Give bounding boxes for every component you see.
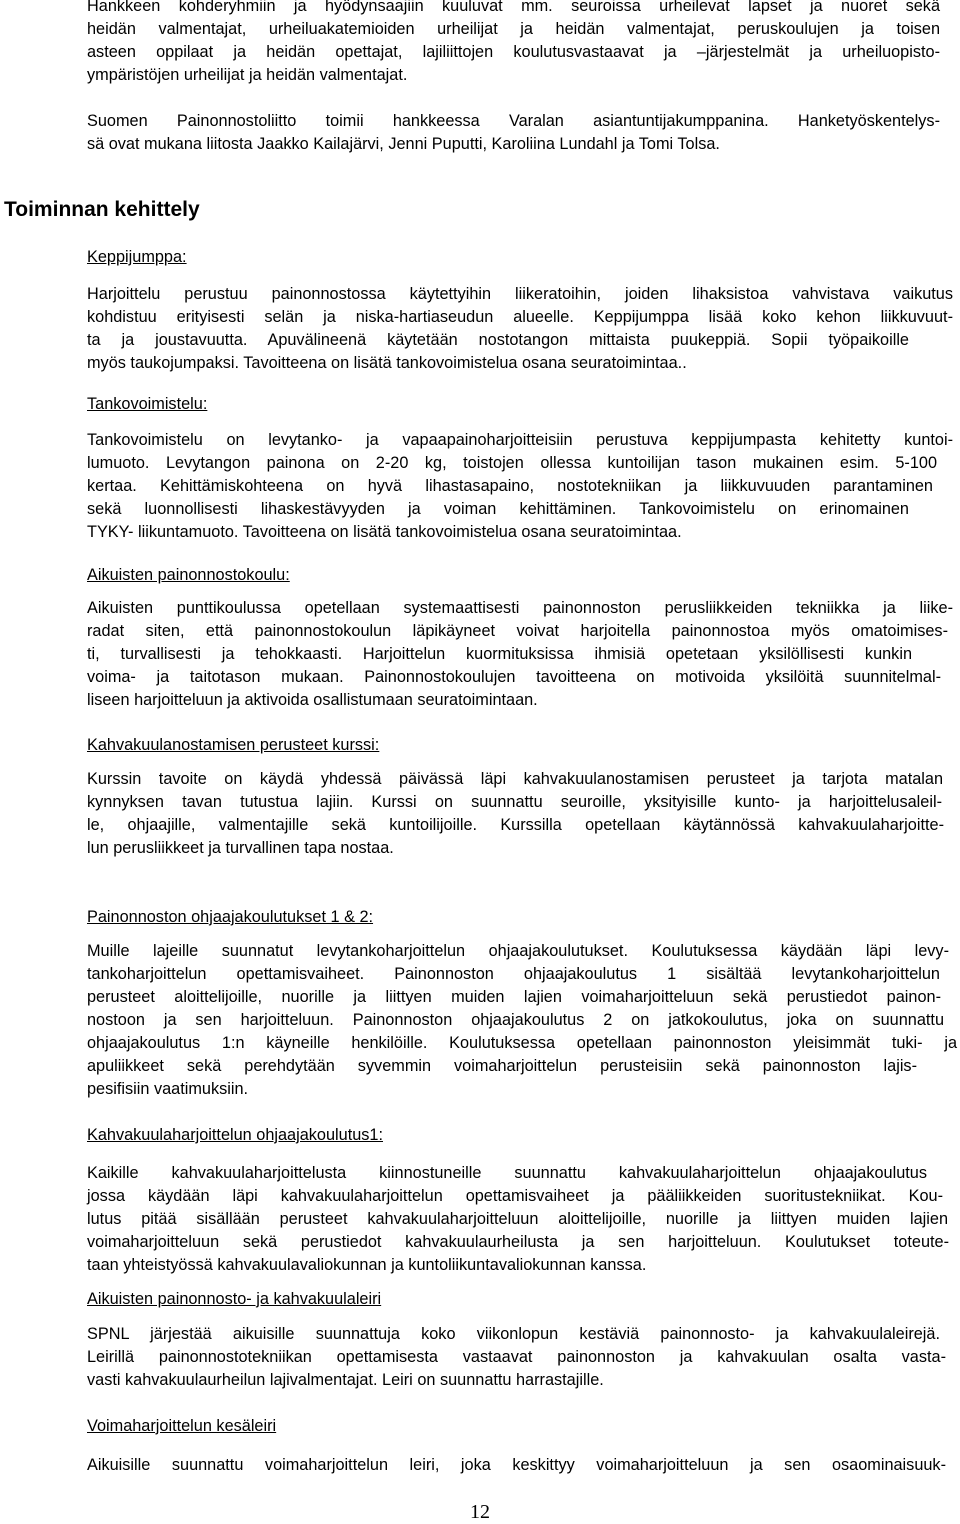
text-line: Tankovoimistelu on levytanko- ja vapaapainoharjoitteisiin perustuva keppijumpasta kehitetty kuntoi- [87,431,953,449]
text-line: ta ja joustavuutta. Apuvälineenä käytetään nostotangon mittaista puukeppiä. Sopii työpaikoille [87,331,909,349]
text-line: liseen harjoitteluun ja aktivoida osallistumaan seuratoimintaan. [87,691,538,709]
text-line: kohdistuu erityisesti selän ja niska-hartiaseudun alueelle. Keppijumppa lisää koko kehon liikkuvuut- [87,308,953,326]
text-line: TYKY- liikuntamuoto. Tavoitteena on lisätä tankovoimistelua osana seuratoimintaa. [87,523,682,541]
text-line: ympäristöjen urheilijat ja heidän valmentajat. [87,66,408,84]
text-line: asteen oppilaat ja heidän opettajat, lajiliittojen koulutusvastaavat ja –järjestelmät ja urheiluopisto- [87,43,940,61]
text-line: lun perusliikkeet ja turvallinen tapa nostaa. [87,839,394,857]
subheading-aikuisten-leiri: Aikuisten painonnosto- ja kahvakuulaleiri [87,1290,382,1308]
text-line: jossa käydään läpi kahvakuulaharjoittelun opettamisvaiheet ja pääliikkeiden suoritustekniikat. Kou- [87,1187,943,1205]
text-line: Leirillä painonnostotekniikan opettamisesta vastaavat painonnoston ja kahvakuulan osalta vasta- [87,1348,946,1366]
text-line: ohjaajakoulutus 1:n käyneille henkilöille. Koulutuksessa opetellaan painonnoston yleisimmät tuki- ja [87,1034,957,1052]
subheading-kahvakuulaharjoittelun-ohjaajakoulutus: Kahvakuulaharjoittelun ohjaajakoulutus1: [87,1126,383,1144]
text-line: Aikuisten punttikoulussa opetellaan systemaattisesti painonnoston perusliikkeiden tekniikka ja liike- [87,599,953,617]
subheading-kahvakuulanostamisen-perusteet: Kahvakuulanostamisen perusteet kurssi: [87,736,380,754]
text-line: Aikuisille suunnattu voimaharjoittelun leiri, joka keskittyy voimaharjoitteluun ja sen osaominaisuuk- [87,1456,946,1474]
text-line: sä ovat mukana liitosta Jaakko Kailajärvi, Jenni Puputti, Karoliina Lundahl ja Tomi Tolsa. [87,135,720,153]
text-line: pesifisiin vaatimuksiin. [87,1080,249,1098]
text-line: apuliikkeet sekä perehdytään syvemmin voimaharjoittelun perusteisiin sekä painonnoston lajis- [87,1057,917,1075]
text-line: Kurssin tavoite on käydä yhdessä päivässä läpi kahvakuulanostamisen perusteet ja tarjota matalan [87,770,943,788]
text-line: lumuoto. Levytangon painona on 2-20 kg, toistojen ollessa kuntoilijan tason mukainen esim. 5-100 [87,454,937,472]
text-line: perusteet aloittelijoille, nuorille ja liittyen muiden lajien voimaharjoitteluun sekä perustiedot painon- [87,988,941,1006]
text-line: ti, turvallisesti ja tehokkaasti. Harjoittelun kuormituksissa ihmisiä opetetaan yksilöllisesti kunkin [87,645,912,663]
text-line: vasti kahvakuulaurheilun lajivalmentajat. Leiri on suunnattu harrastajille. [87,1371,604,1389]
text-line: SPNL järjestää aikuisille suunnattuja koko viikonlopun kestäviä painonnosto- ja kahvakuulaleirejä. [87,1325,940,1343]
text-line: Suomen Painonnostoliitto toimii hankkeessa Varalan asiantuntijakumppanina. Hanketyöskentelys- [87,112,940,130]
text-line: taan yhteistyössä kahvakuulavaliokunnan ja kuntoliikuntavaliokunnan kanssa. [87,1256,647,1274]
text-line: lutus pitää sisällään perusteet kahvakuulaharjoitteluun aloittelijoille, nuorille ja liittyen muiden lajien [87,1210,948,1228]
text-line: voima- ja taitotason mukaan. Painonnostokoulujen tavoitteena on motivoida yksilöitä suunnitelmal- [87,668,941,686]
text-line: voimaharjoitteluun sekä perustiedot kahvakuulaurheilusta ja sen harjoitteluun. Koulutukset toteute- [87,1233,949,1251]
subheading-tankovoimistelu: Tankovoimistelu: [87,395,208,413]
page-number: 12 [470,1501,490,1523]
text-line: Hankkeen kohderyhmiin ja hyödynsaajiin kuuluvat mm. seuroissa urheilevat lapset ja nuoret sekä [87,0,940,15]
text-line: kertaa. Kehittämiskohteena on hyvä lihastasapaino, nostotekniikan ja liikkuvuuden parantaminen [87,477,933,495]
subheading-voimaharjoittelun-kesaleiri: Voimaharjoittelun kesäleiri [87,1417,277,1435]
subheading-keppijumppa: Keppijumppa: [87,248,187,266]
text-line: radat siten, että painonnostokoulun läpikäyneet voivat harjoitella painonnostoa myös omatoimises- [87,622,948,640]
subheading-aikuisten-painonnostokoulu: Aikuisten painonnostokoulu: [87,566,290,584]
text-line: le, ohjaajille, valmentajille sekä kuntoilijoille. Kurssilla opetellaan käytännössä kahvakuulaharjoitte- [87,816,944,834]
text-line: sekä luonnollisesti lihaskestävyyden ja voiman kehittäminen. Tankovoimistelu on erinomainen [87,500,909,518]
subheading-painonnoston-ohjaajakoulutukset: Painonnoston ohjaajakoulutukset 1 & 2: [87,908,374,926]
text-line: tankoharjoittelun opettamisvaiheet. Painonnoston ohjaajakoulutus 1 sisältää levytankoharjoittelun [87,965,940,983]
text-line: Kaikille kahvakuulaharjoittelusta kiinnostuneille suunnattu kahvakuulaharjoittelun ohjaajakoulutus [87,1164,927,1182]
section-title: Toiminnan kehittely [4,198,200,221]
text-line: heidän valmentajat, urheiluakatemioiden urheilijat ja heidän valmentajat, peruskoulujen ja toisen [87,20,940,38]
text-line: nostoon ja sen harjoitteluun. Painonnoston ohjaajakoulutus 2 on jatkokoulutus, joka on suunnattu [87,1011,944,1029]
text-line: myös taukojumpaksi. Tavoitteena on lisätä tankovoimistelua osana seuratoimintaa.. [87,354,687,372]
text-line: Muille lajeille suunnatut levytankoharjoittelun ohjaajakoulutukset. Koulutuksessa käydään läpi levy- [87,942,949,960]
text-line: Harjoittelu perustuu painonnostossa käytettyihin liikeratoihin, joiden lihaksistoa vahvistava vaikutus [87,285,953,303]
text-line: kynnyksen tavan tutustua lajiin. Kurssi on suunnattu seuroille, yksityisille kunto- ja harjoittelusaleil- [87,793,942,811]
